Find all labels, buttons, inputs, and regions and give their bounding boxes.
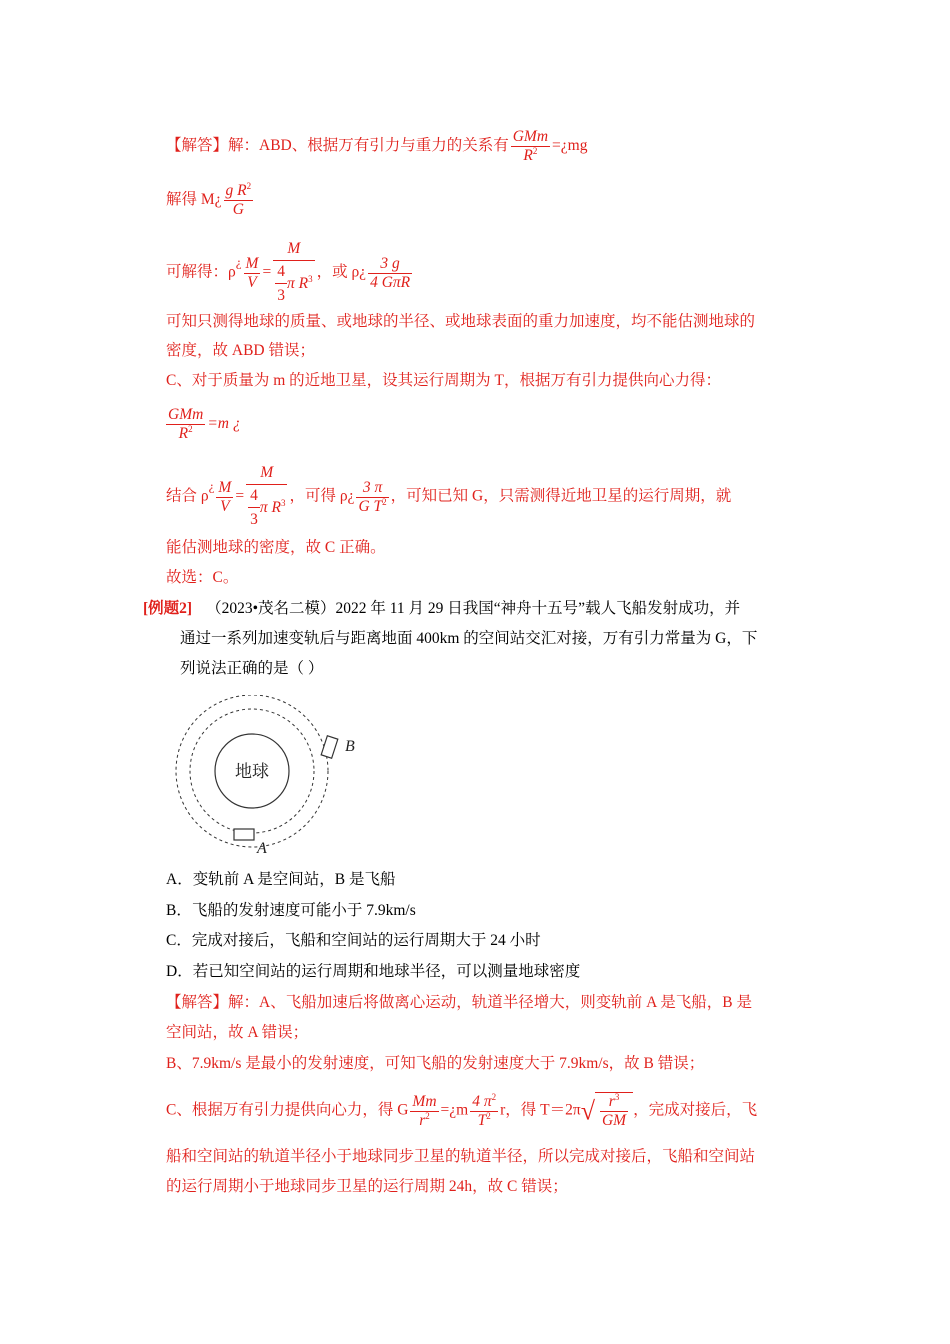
satellite-b bbox=[321, 736, 338, 758]
answer1-line-4: 可知只测得地球的质量、或地球的半径、或地球表面的重力加速度，均不能估测地球的 bbox=[166, 313, 756, 330]
answer1-line-6: C、对于质量为 m 的近地卫星，设其运行周期为 T，根据万有引力提供向心力得： bbox=[166, 372, 721, 389]
orbit-figure bbox=[160, 695, 360, 860]
answer2-line-3: B、7.9km/s 是最小的发射速度，可知飞船的发射速度大于 7.9km/s，故 B 错误； bbox=[166, 1055, 705, 1072]
option-a: A．变轨前 A 是空间站，B 是飞船 bbox=[166, 871, 396, 888]
answer2-line-6: 的运行周期小于地球同步卫星的运行周期 24h，故 C 错误； bbox=[166, 1178, 568, 1195]
example2-line-3: 列说法正确的是（ ） bbox=[180, 660, 324, 677]
satellite-a bbox=[234, 829, 254, 840]
fraction: $\frac{\text{GMm}}{R^2}$ bbox=[512, 128, 549, 164]
answer1-line-10: 故选：C。 bbox=[166, 569, 239, 586]
example2-line-2: 通过一系列加速变轨后与距离地面 400km 的空间站交汇对接，万有引力常量为 G，下 bbox=[180, 630, 758, 647]
label-a: A bbox=[257, 840, 267, 857]
answer1-line-8: 结合 ρ¿ $\frac{M}{V}$ = M $\frac{4}{3}$ π $R^3$ ，可得 ρ¿ $\frac{3 \pi}{G T^2}$ ，可知已知 G，只需测得近地卫星的运行周期，就 bbox=[166, 464, 732, 528]
answer1-line-1: 【解答】解：ABD、根据万有引力与重力的关系有 $\frac{\text{GMm}}{R^2}$ =¿mg bbox=[166, 128, 588, 164]
answer1-line-5: 密度，故 ABD 错误； bbox=[166, 342, 315, 359]
earth-label: 地球 bbox=[235, 762, 269, 782]
answer1-line-9: 能估测地球的密度，故 C 正确。 bbox=[166, 539, 386, 556]
option-b: B．飞船的发射速度可能小于 7.9km/s bbox=[166, 902, 416, 919]
answer1-line-2: 解得 M¿ $\frac{g R^2}{G}$ bbox=[166, 181, 252, 218]
answer2-line-5: 船和空间站的轨道半径小于地球同步卫星的轨道半径，所以完成对接后，飞船和空间站 bbox=[166, 1148, 756, 1165]
option-d: D．若已知空间站的运行周期和地球半径，可以测量地球密度 bbox=[166, 963, 581, 980]
example2-line-1: [例题2] （2023•茂名二模）2022 年 11 月 29 日我国“神舟十五号”载人飞船发射成功，并 bbox=[143, 600, 741, 617]
answer1-line-7: $\frac{\text{GMm}}{R^2}$ =m ¿ bbox=[168, 406, 241, 442]
answer2-line-2: 空间站，故 A 错误； bbox=[166, 1024, 309, 1041]
example-tag: [例题2] bbox=[143, 600, 193, 617]
answer2-line-1: 【解答】解：A、飞船加速后将做离心运动，轨道半径增大，则变轨前 A 是飞船，B 是 bbox=[166, 994, 752, 1011]
answer1-line-3: 可解得：ρ¿ $\frac{M}{V}$ = M $\frac{4}{3}$ π $R^3$ ，或 ρ¿ $\frac{3 g}{\text{4 GπR}}$ bbox=[166, 240, 411, 304]
option-c: C．完成对接后，飞船和空间站的运行周期大于 24 小时 bbox=[166, 932, 541, 949]
label-b: B bbox=[345, 738, 355, 755]
square-root: √ $\frac{r^3}{GM}$ bbox=[581, 1092, 633, 1130]
answer2-line-4: C、根据万有引力提供向心力，得 G $\frac{Mm}{r^2}$ =¿m $\frac{4 \pi^2}{T^2}$ r，得 T＝2π√ $\frac{r^3}{GM}$ ，完成对接后，飞 bbox=[166, 1091, 758, 1129]
